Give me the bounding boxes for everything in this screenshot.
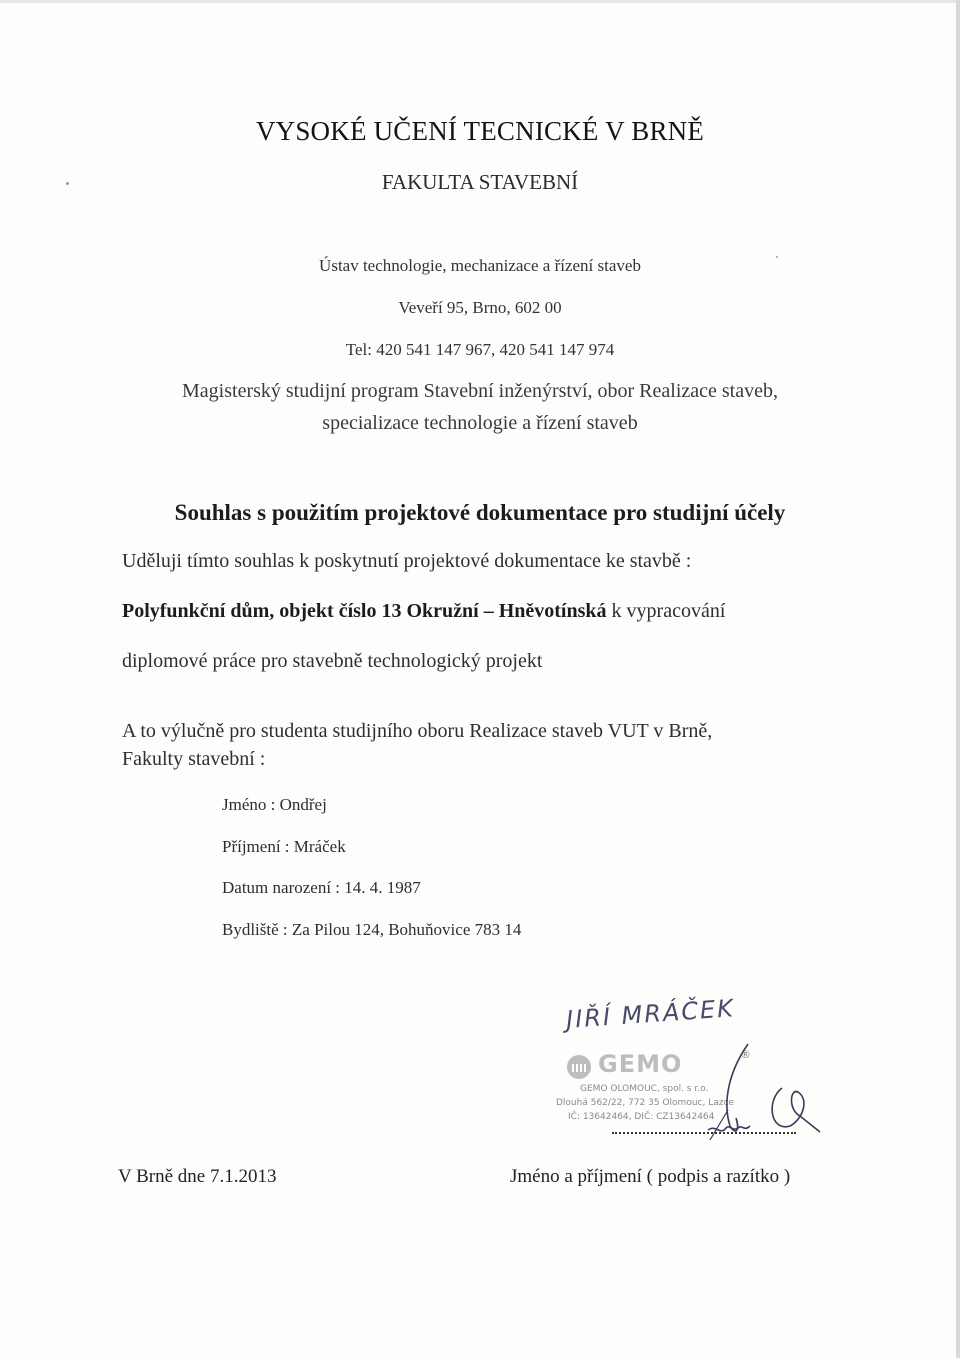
stamp-id-line: IČ: 13642464, DIČ: CZ13642464 [568, 1112, 715, 1122]
student-statement-line-2: Fakulty stavební : [122, 748, 266, 770]
faculty-title: FAKULTA STAVEBNÍ [381, 170, 579, 194]
student-birth-date: Datum narození : 14. 4. 1987 [222, 878, 421, 897]
consent-text: Uděluji tímto souhlas k poskytnutí projektové dokumentace ke stavbě : [122, 550, 692, 572]
handwritten-signer-name: JIŘÍ MRÁČEK [565, 994, 736, 1034]
thesis-text: diplomové práce pro stavebně technologický projekt [122, 650, 543, 672]
scan-right-edge [956, 0, 960, 1358]
stamp-brand: GEMO [598, 1050, 683, 1078]
institute-phone: Tel: 420 541 147 967, 420 541 147 974 [345, 340, 615, 359]
institute-name: Ústav technologie, mechanizace a řízení staveb [319, 256, 641, 275]
study-program-line-2: specializace technologie a řízení staveb [322, 412, 638, 434]
student-residence: Bydliště : Za Pilou 124, Bohuňovice 783 14 [222, 920, 522, 939]
company-logo-icon [566, 1054, 592, 1080]
institute-address: Veveří 95, Brno, 602 00 [398, 298, 562, 317]
study-program-line-1: Magisterský studijní program Stavební inženýrství, obor Realizace staveb, [182, 380, 778, 402]
project-name: Polyfunkční dům, objekt číslo 13 Okružní – Hněvotínská [122, 600, 607, 622]
registered-mark-icon: ® [740, 1048, 751, 1061]
signature-caption: Jméno a příjmení ( podpis a razítko ) [510, 1166, 791, 1187]
document-heading: Souhlas s použitím projektové dokumentace pro studijní účely [174, 500, 786, 525]
stamp-address-line: Dlouhá 562/22, 772 35 Olomouc, Lazce [556, 1098, 734, 1108]
scan-top-edge [0, 0, 960, 3]
signature-line [612, 1132, 796, 1134]
university-title: VYSOKÉ UČENÍ TECNICKÉ V BRNĚ [255, 116, 705, 146]
student-statement-line-1: A to výlučně pro studenta studijního oboru Realizace staveb VUT v Brně, [122, 720, 713, 742]
student-name: Jméno : Ondřej [222, 795, 327, 814]
project-line [122, 600, 725, 623]
place-and-date: V Brně dne 7.1.2013 [118, 1166, 277, 1187]
project-suffix: k vypracování [606, 600, 726, 622]
student-surname: Příjmení : Mráček [222, 837, 346, 856]
stamp-company-line: GEMO OLOMOUC, spol. s r.o. [580, 1084, 709, 1094]
